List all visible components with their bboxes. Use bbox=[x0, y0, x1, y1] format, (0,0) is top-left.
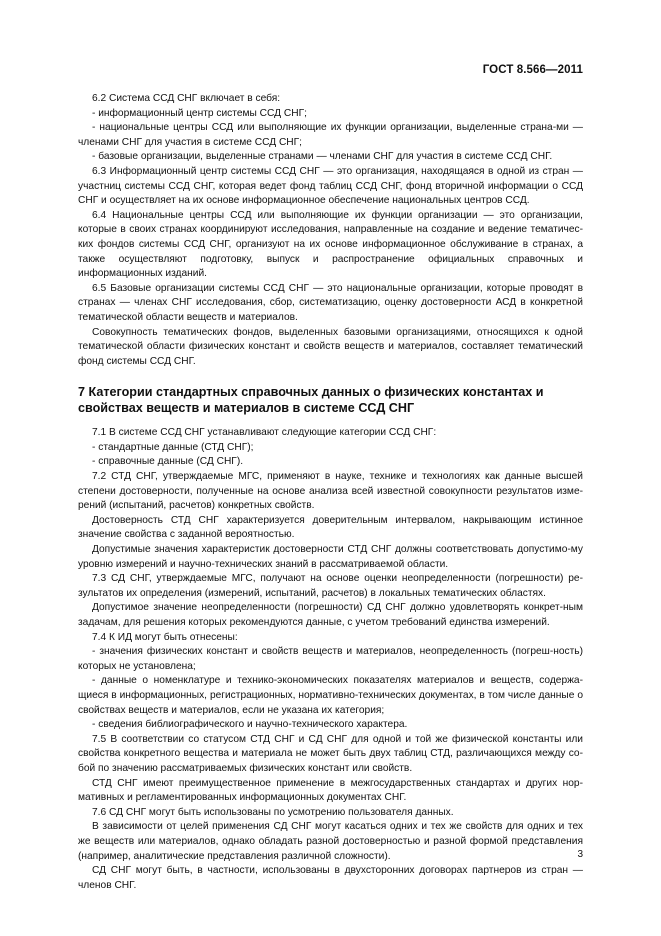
page-number: 3 bbox=[577, 849, 583, 860]
paragraph: - стандартные данные (СТД СНГ); bbox=[92, 441, 254, 453]
paragraph: Допустимые значения характеристик достоверности СТД СНГ должны соответствовать допустимо-му уровню измерений и научно-технических знаний в рассматриваемой области. bbox=[78, 544, 583, 570]
paragraph: - национальные центры ССД или выполняющие их функции организации, выделенные страна-ми — членами СНГ для участия в системе ССД СНГ; bbox=[78, 122, 583, 148]
paragraph: СТД СНГ имеют преимущественное применение в межгосударственных стандартах и других нор-мативных и регламентированных информационных документах СНГ. bbox=[78, 777, 583, 804]
paragraph: Совокупность тематических фондов, выделенных базовыми организациями, относящихся к одной тематической области физических констант и свойств веществ и материалов, составляет тематический фонд системы ССД СНГ. bbox=[78, 326, 583, 367]
paragraph: 6.5 Базовые организации системы ССД СНГ — это национальные организации, которые проводят в странах — членах СНГ исследования, сбор, систематизацию, оценку достоверности АСД в конкретной тематической области веществ и материалов. bbox=[78, 282, 583, 323]
paragraph: - информационный центр системы ССД СНГ; bbox=[92, 107, 307, 119]
paragraph: - сведения библиографического и научно-технического характера. bbox=[92, 719, 408, 731]
paragraph: 7.2 СТД СНГ, утверждаемые МГС, применяют в науке, технике и технологиях как данные высшей степени достоверности, полученные на основе анализа всей известной совокупности результатов изме-рений (испытаний, расчетов) конкретных свойств. bbox=[78, 471, 583, 512]
paragraph: 6.4 Национальные центры ССД или выполняющие их функции организации — это организации, которые в своих странах координируют исследования, направленные на создание и ведение тематичес-ких фондов системы ССД СНГ, организуют на их основе информационное обслуживание в странах, а также осуществляют подготовку, выпуск и распространение официальных справочных и информационных изданий. bbox=[78, 209, 583, 280]
paragraph: В зависимости от целей применения СД СНГ могут касаться одних и тех же свойств для одних и тех же веществ или материалов, однако обладать разной достоверностью и разной формой представления (например, аналитические представления различной сложности). bbox=[78, 821, 583, 862]
paragraph: 7.5 В соответствии со статусом СТД СНГ и СД СНГ для одной и той же физической константы или свойства конкретного вещества и материала не может быть двух таблиц СТД, различающихся между со-бой по значению рассматриваемых физических констант или свойств. bbox=[78, 733, 583, 774]
section-7-text bbox=[78, 426, 583, 893]
paragraph: 6.3 Информационный центр системы ССД СНГ — это организация, находящаяся в одной из стран — участниц системы ССД СНГ, которая ведет фонд таблиц ССД СНГ, фонд вторичной информации о ССД СНГ и осуществляет на их основе информационное обеспечение национальных центров ССД. bbox=[78, 165, 583, 207]
document-body bbox=[78, 92, 583, 893]
section-7-heading: 7 Категории стандартных справочных данных о физических константах и свойствах веществ и материалов в системе ССД СНГ bbox=[78, 385, 544, 416]
standard-designation: ГОСТ 8.566—2011 bbox=[482, 64, 583, 76]
paragraph: Достоверность СТД СНГ характеризуется доверительным интервалом, накрывающим истинное значение свойства с заданной вероятностью. bbox=[78, 514, 583, 541]
paragraph: 7.6 СД СНГ могут быть использованы по усмотрению пользователя данных. bbox=[92, 806, 454, 818]
section-6-text bbox=[78, 92, 583, 369]
paragraph: Допустимое значение неопределенности (погрешности) СД СНГ должно удовлетворять конкрет-ным задачам, для решения которых рекомендуются данные, с учетом требований единства измерений. bbox=[78, 602, 583, 628]
paragraph: 7.4 К ИД могут быть отнесены: bbox=[92, 631, 238, 643]
paragraph: 7.3 СД СНГ, утверждаемые МГС, получают на основе оценки неопределенности (погрешности) ре-зультатов их определения (измерений, испытаний, расчетов) в локальных тематических областях. bbox=[78, 573, 583, 599]
paragraph: СД СНГ могут быть, в частности, использованы в двухсторонних договорах партнеров из стран — членов СНГ. bbox=[78, 865, 583, 891]
paragraph: - данные о номенклатуре и технико-экономических показателях материалов и веществ, содержа-щиеся в информационных, регистрационных, нормативно-технических документах, в том числе данные о свойствах веществ и материалов, если не указана их категория; bbox=[78, 675, 583, 716]
paragraph: - справочные данные (СД СНГ). bbox=[92, 456, 244, 468]
paragraph: 7.1 В системе ССД СНГ устанавливают следующие категории ССД СНГ: bbox=[92, 427, 437, 439]
paragraph: - значения физических констант и свойств веществ и материалов, неопределенность (погреш-ность) которых не установлена; bbox=[78, 646, 583, 672]
paragraph: - базовые организации, выделенные странами — членами СНГ для участия в системе ССД СНГ. bbox=[92, 151, 553, 163]
paragraph: 6.2 Система ССД СНГ включает в себя: bbox=[92, 93, 281, 104]
